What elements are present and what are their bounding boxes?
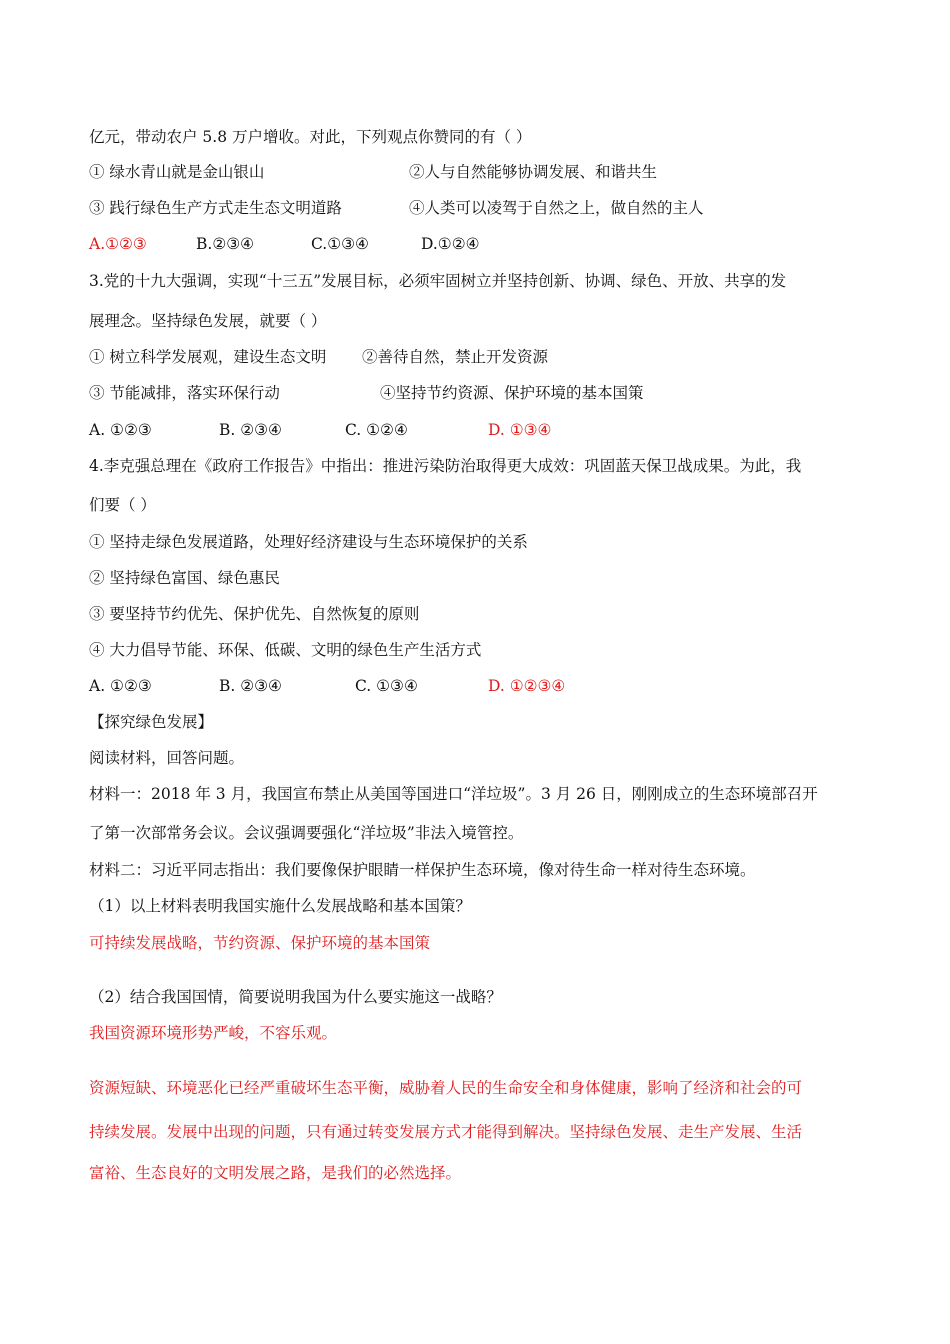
material-2: 材料二：习近平同志指出：我们要像保护眼睛一样保护生态环境，像对待生命一样对待生态环境。 (89, 861, 756, 879)
q2-option-a: A.①②③ (89, 235, 147, 253)
q4-option-a: A. ①②③ (89, 677, 152, 695)
sub-question-1: （1）以上材料表明我国实施什么发展战略和基本国策？ (89, 897, 471, 915)
q3-option-a: A. ①②③ (89, 421, 152, 439)
sub-answer-2-line-3: 持续发展。发展中出现的问题，只有通过转变发展方式才能得到解决。坚持绿色发展、走生产发展、生活 (89, 1123, 803, 1141)
q3-stem-line-2: 展理念。坚持绿色发展，就要（ ） (89, 312, 327, 330)
q2-option-c: C.①③④ (311, 235, 369, 253)
q2-item-3: ③ 践行绿色生产方式走生态文明道路 (89, 199, 342, 217)
sub-answer-2-line-1: 我国资源环境形势严峻，不容乐观。 (89, 1024, 338, 1042)
q4-item-1: ① 坚持走绿色发展道路，处理好经济建设与生态环境保护的关系 (89, 533, 528, 551)
q3-item-3: ③ 节能减排，落实环保行动 (89, 384, 280, 402)
q3-stem-line-1: 3.党的十九大强调，实现“十三五”发展目标，必须牢固树立并坚持创新、协调、绿色、开放、共享的发 (89, 272, 787, 290)
q4-item-3: ③ 要坚持节约优先、保护优先、自然恢复的原则 (89, 605, 420, 623)
q4-option-b: B. ②③④ (219, 677, 282, 695)
section-heading: 【探究绿色发展】 (89, 713, 214, 731)
q2-stem: 亿元，带动农户 5.8 万户增收。对此，下列观点你赞同的有（ ） (89, 128, 532, 146)
q2-option-d: D.①②④ (421, 235, 480, 253)
sub-answer-2-line-2: 资源短缺、环境恶化已经严重破坏生态平衡，威胁着人民的生命安全和身体健康，影响了经济和社会的可 (89, 1079, 803, 1097)
q2-item-4: ④人类可以凌驾于自然之上，做自然的主人 (409, 199, 704, 217)
q3-item-2: ②善待自然，禁止开发资源 (362, 348, 549, 366)
q4-stem-line-2: 们要（ ） (89, 496, 156, 514)
sub-answer-2-line-4: 富裕、生态良好的文明发展之路，是我们的必然选择。 (89, 1164, 462, 1182)
material-1-line-1: 材料一：2018 年 3 月，我国宣布禁止从美国等国进口“洋垃圾”。3 月 26 日，刚刚成立的生态环境部召开 (89, 785, 818, 803)
q3-item-4: ④坚持节约资源、保护环境的基本国策 (380, 384, 644, 402)
q3-option-d: D. ①③④ (488, 421, 552, 439)
q3-item-1: ① 树立科学发展观，建设生态文明 (89, 348, 327, 366)
q2-option-b: B.②③④ (196, 235, 255, 253)
sub-answer-1: 可持续发展战略，节约资源、保护环境的基本国策 (89, 934, 431, 952)
q2-item-2: ②人与自然能够协调发展、和谐共生 (409, 163, 658, 181)
q4-stem-line-1: 4.李克强总理在《政府工作报告》中指出：推进污染防治取得更大成效：巩固蓝天保卫战成果。为此，我 (89, 457, 802, 475)
material-1-line-2: 了第一次部常务会议。会议强调要强化“洋垃圾”非法入境管控。 (89, 824, 524, 842)
q4-item-2: ② 坚持绿色富国、绿色惠民 (89, 569, 280, 587)
q4-option-d: D. ①②③④ (488, 677, 566, 695)
q4-option-c: C. ①③④ (355, 677, 418, 695)
sub-question-2: （2）结合我国国情，简要说明我国为什么要实施这一战略？ (89, 988, 502, 1006)
instruction: 阅读材料，回答问题。 (89, 749, 245, 767)
q3-option-b: B. ②③④ (219, 421, 282, 439)
q2-item-1: ① 绿水青山就是金山银山 (89, 163, 265, 181)
q4-item-4: ④ 大力倡导节能、环保、低碳、文明的绿色生产生活方式 (89, 641, 482, 659)
q3-option-c: C. ①②④ (345, 421, 408, 439)
